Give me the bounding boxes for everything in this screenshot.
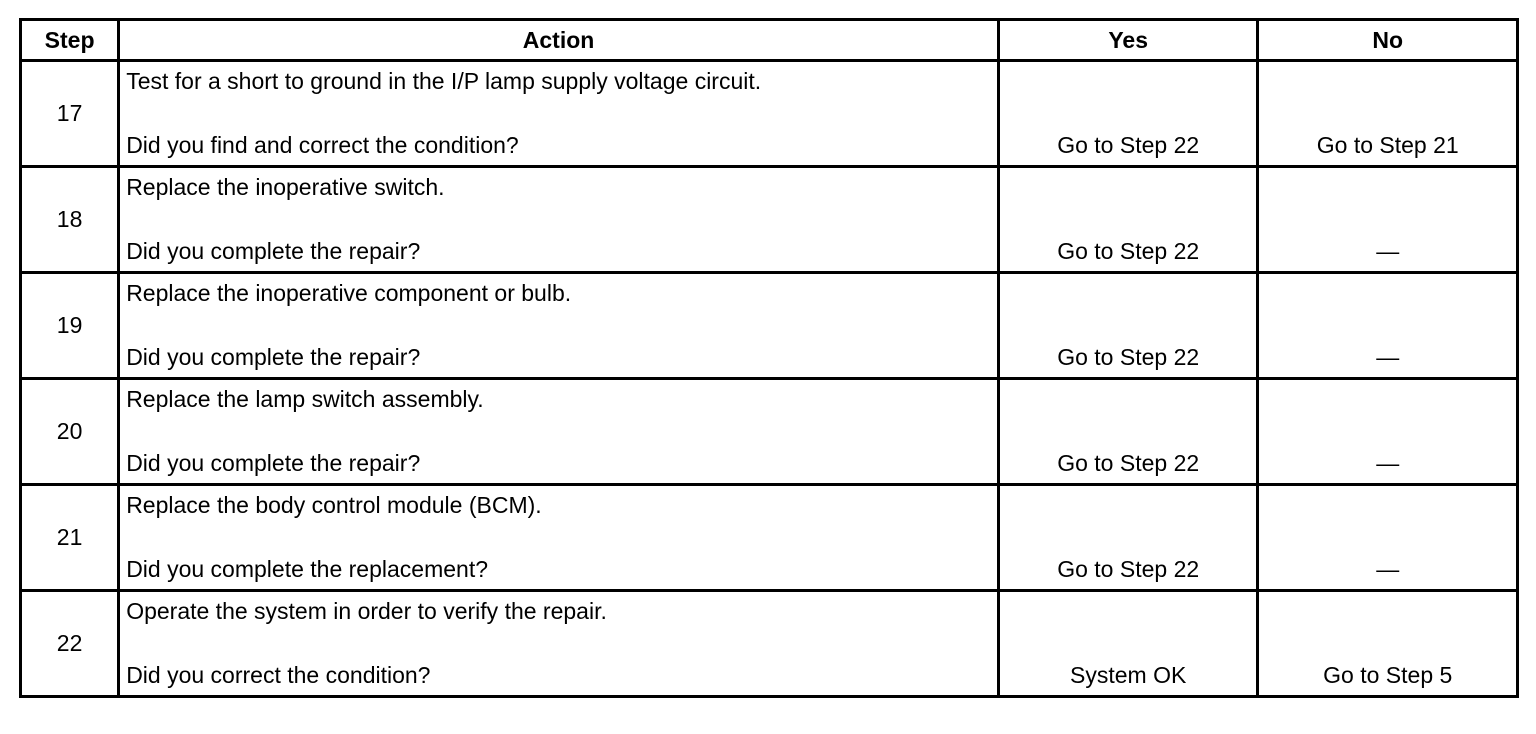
- action-cell: [119, 61, 999, 167]
- action-question: Did you find and correct the condition?: [126, 132, 519, 158]
- no-result: —: [1376, 238, 1400, 264]
- yes-cell: [998, 591, 1258, 697]
- header-row: [21, 20, 1518, 61]
- action-instruction: Replace the inoperative switch.: [126, 174, 445, 200]
- action-instruction: Operate the system in order to verify the repair.: [126, 598, 607, 624]
- action-question: Did you correct the condition?: [126, 662, 431, 688]
- header-step: Step: [21, 20, 119, 61]
- table-row: [21, 61, 1518, 167]
- header-yes: Yes: [998, 20, 1258, 61]
- header-no: No: [1258, 20, 1518, 61]
- step-number: 22: [21, 591, 119, 697]
- step-number: 20: [21, 379, 119, 485]
- action-cell: [119, 379, 999, 485]
- no-result: —: [1376, 344, 1400, 370]
- no-cell: [1258, 61, 1518, 167]
- yes-cell: [998, 485, 1258, 591]
- step-number: 21: [21, 485, 119, 591]
- no-cell: [1258, 591, 1518, 697]
- yes-cell: [998, 273, 1258, 379]
- no-result: Go to Step 21: [1316, 132, 1459, 158]
- no-result: Go to Step 5: [1323, 662, 1453, 688]
- action-cell: [119, 273, 999, 379]
- table-row: [21, 485, 1518, 591]
- action-instruction: Test for a short to ground in the I/P lamp supply voltage circuit.: [126, 68, 762, 94]
- yes-result: Go to Step 22: [1057, 132, 1200, 158]
- no-cell: [1258, 273, 1518, 379]
- action-instruction: Replace the inoperative component or bulb.: [126, 280, 572, 306]
- yes-result: Go to Step 22: [1057, 556, 1200, 582]
- yes-result: Go to Step 22: [1057, 238, 1200, 264]
- table-row: [21, 591, 1518, 697]
- table-header: [21, 20, 1518, 61]
- table-row: [21, 167, 1518, 273]
- no-result: —: [1376, 556, 1400, 582]
- action-question: Did you complete the replacement?: [126, 556, 488, 582]
- yes-cell: [998, 61, 1258, 167]
- action-question: Did you complete the repair?: [126, 344, 421, 370]
- action-cell: [119, 591, 999, 697]
- no-cell: [1258, 379, 1518, 485]
- table-row: [21, 379, 1518, 485]
- action-cell: [119, 485, 999, 591]
- header-action: Action: [119, 20, 999, 61]
- no-result: —: [1376, 450, 1400, 476]
- step-number: 17: [21, 61, 119, 167]
- diagnostic-table: [19, 18, 1519, 698]
- action-instruction: Replace the body control module (BCM).: [126, 492, 542, 518]
- yes-cell: [998, 167, 1258, 273]
- yes-cell: [998, 379, 1258, 485]
- action-instruction: Replace the lamp switch assembly.: [126, 386, 484, 412]
- no-cell: [1258, 485, 1518, 591]
- action-question: Did you complete the repair?: [126, 238, 421, 264]
- yes-result: System OK: [1070, 662, 1187, 688]
- yes-result: Go to Step 22: [1057, 450, 1200, 476]
- table-body: [21, 61, 1518, 697]
- action-cell: [119, 167, 999, 273]
- step-number: 18: [21, 167, 119, 273]
- yes-result: Go to Step 22: [1057, 344, 1200, 370]
- no-cell: [1258, 167, 1518, 273]
- action-question: Did you complete the repair?: [126, 450, 421, 476]
- step-number: 19: [21, 273, 119, 379]
- table-row: [21, 273, 1518, 379]
